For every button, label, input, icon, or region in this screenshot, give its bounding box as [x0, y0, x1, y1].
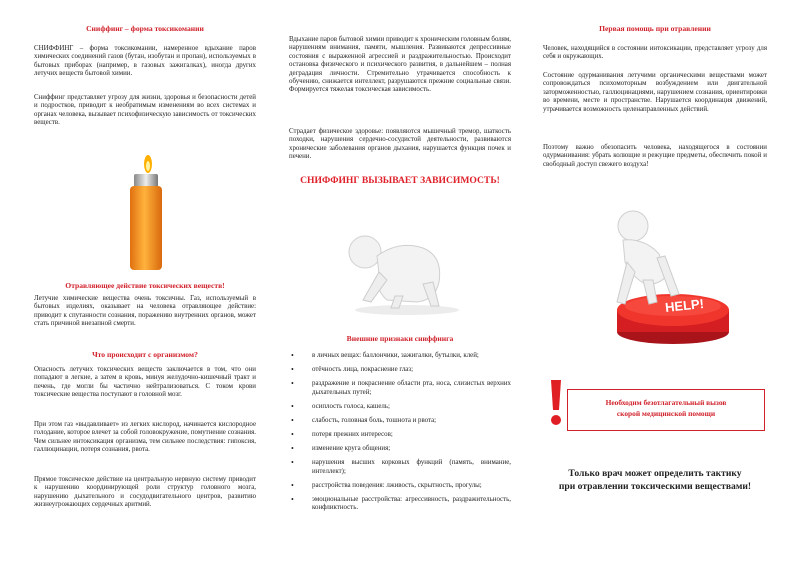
list-item: • нарушения высших корковых функций (память, внимание, интеллект); [291, 458, 511, 475]
addiction-warning: СНИФФИНГ ВЫЗЫВАЕТ ЗАВИСИМОСТЬ! [300, 175, 500, 186]
heading-sniffing-form: Сниффинг – форма токсикомании [86, 24, 204, 33]
lighter-icon [126, 152, 166, 272]
list-item: • слабость, головная боль, тошнота и рвота; [291, 415, 437, 425]
list-item: • отёчность лица, покраснение глаз; [291, 365, 414, 375]
help-button-figure-icon [587, 206, 737, 348]
doctor-note-line-2: при отравлении токсическими веществами! [558, 481, 752, 492]
call-ambulance-callout [567, 389, 765, 431]
doctor-note [543, 467, 767, 493]
heading-toxic-effect: Отравляющее действие токсических веществ! [65, 281, 225, 290]
toxic-effect-paragraph: Летучие химические вещества очень токсичны. Газ, используемый в бытовых изделиях, оказывает на человека отравляющее действие: приводит к спутанности сознания, поражению внутренних органов, может стать причиной внезапной смерти. [34, 295, 256, 328]
list-item: • раздражение и покраснение области рта, носа, слизистых верхних дыхательных путей; [291, 379, 511, 396]
heading-first-aid: Первая помощь при отравлении [599, 24, 711, 33]
heading-external-signs: Внешние признаки сниффинга [346, 334, 454, 343]
callout-line-2: скорой медицинской помощи [616, 408, 716, 418]
doctor-note-line-1: Только врач может определить тактику [568, 468, 742, 479]
list-item: • изменение круга общения; [291, 444, 391, 454]
heading-organism: Что происходит с организмом? [92, 350, 198, 359]
column-left [34, 0, 256, 566]
chronic-effects-paragraph: Вдыхание паров бытовой химии приводит к хроническим головным болям, нарушениям внимания, памяти, мышления. Развиваются депрессивные состояния с выраженной агрессией и раздражительностью. Происходит остановка физического и психического развития, в дальнейшем – полная деградация личности. Стремительно утрачивается способность к обучению, снижается интеллект, разрушаются прежние социальные связи. Формируется тяжелая токсическая зависимость. [289, 36, 511, 94]
column-middle [289, 0, 511, 566]
column-right [543, 0, 767, 566]
danger-paragraph: Опасность летучих токсических веществ заключается в том, что они попадают в легкие, а затем в кровь, минуя желудочно-кишечный тракт и печень, где могли бы частично нейтрализоваться. С током крови токсические вещества поступают в головной мозг. [34, 366, 256, 399]
crouching-figure-icon [339, 212, 465, 316]
signs-list [289, 352, 511, 513]
exclamation-icon [549, 380, 563, 426]
list-item: • расстройства поведения: лживость, скрытность, прогулы; [291, 480, 482, 490]
threat-paragraph: Сниффинг представляет угрозу для жизни, здоровья и безопасности детей и подростков, приводит к необратимым изменениям во всех системах и органах человека, вызывает психофизическую зависимость от токсических веществ. [34, 94, 256, 127]
oxygen-paragraph: При этом газ «выдавливает» из легких кислород, начинается кислородное голодание, которое влечет за собой головокружение, помутнение сознания. Чем сильнее интоксикация организма, тем сильнее последствия: гипоксия, галлюцинации, потеря сознания, рвота. [34, 421, 256, 454]
physical-health-paragraph: Страдает физическое здоровье: появляются мышечный тремор, шаткость походки, нарушения сердечно-сосудистой деятельности, развиваются хронические заболевания органов дыхания, нарушается функция почек и печени. [289, 128, 511, 161]
safety-paragraph: Поэтому важно обезопасить человека, находящегося в состоянии одурманивания: убрать колющие и режущие предметы, обеспечить покой и свободный доступ свежего воздуха! [543, 144, 767, 168]
list-item: • осиплость голоса, кашель; [291, 401, 390, 411]
list-item: • в личных вещах: баллончики, зажигалки, бутылки, клей; [291, 351, 479, 360]
cns-paragraph: Прямое токсическое действие на центральную нервную систему приводит к нарушению координирующей роли структур головного мозга, нарушению дыхательного и сосудодвигательного центров, развитию жизнеугрожающих сердечных аритмий. [34, 476, 256, 509]
callout-line-1: Необходим безотлагательный вызов [605, 398, 727, 407]
intro-paragraph: СНИФФИНГ – форма токсикомании, намеренное вдыхание паров химических соединений газов (бутан, изобутан и пропан), используемых в бытовых приборах (например, в газовых зажигалках), иногда других летучих веществ бытовой химии. [34, 45, 256, 78]
intoxication-state-paragraph: Состояние одурманивания летучими органическими веществами может сопровождаться психомоторным возбуждением или двигательной заторможенностью, галлюцинациями, нарушением сознания, ориентировки во времени, месте и пространстве. Нарушается координация движений, утрачивается возможность целенаправленных действий. [543, 72, 767, 113]
threat-person-paragraph: Человек, находящийся в состоянии интоксикации, представляет угрозу для себя и окружающих. [543, 45, 767, 61]
list-item: • потеря прежних интересов; [291, 429, 393, 439]
help-button-label: HELP! [664, 296, 705, 315]
list-item: • эмоциональные расстройства: агрессивность, раздражительность, конфликтность. [291, 494, 511, 512]
